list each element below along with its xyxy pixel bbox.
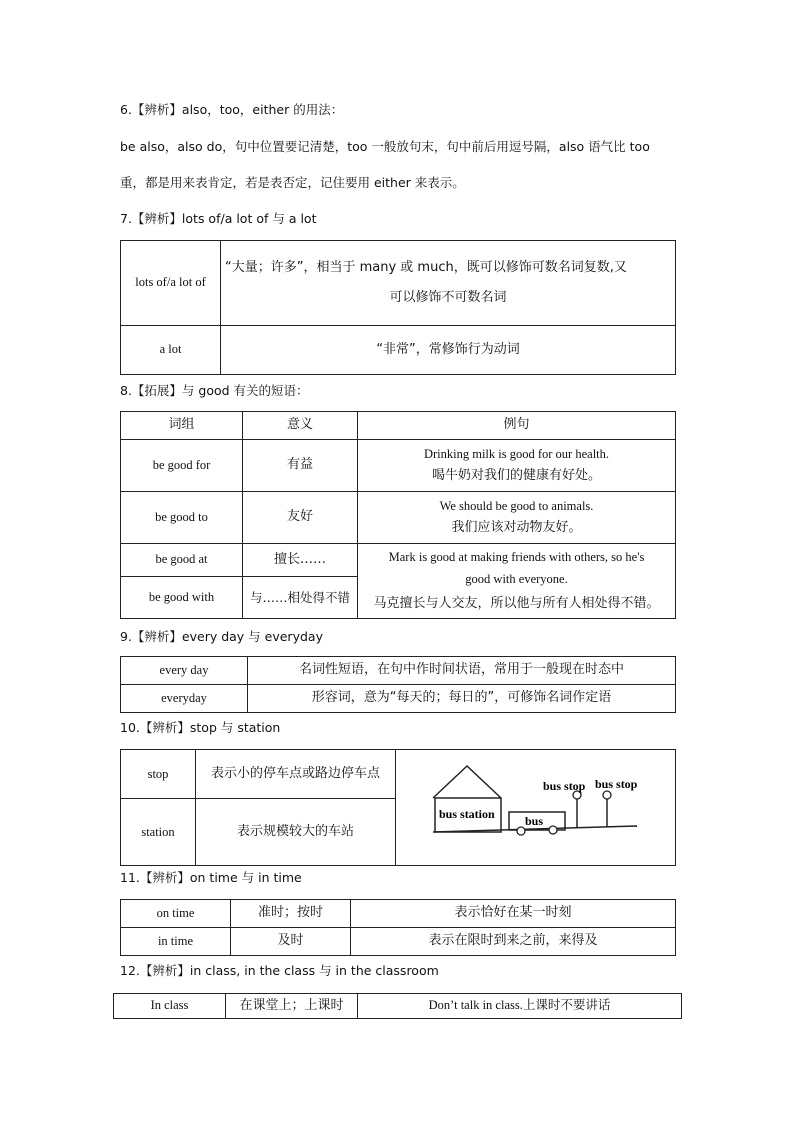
meaning-cell: 在课堂上；上课时 bbox=[226, 994, 358, 1019]
description-cell: 表示恰好在某一时刻 bbox=[351, 900, 676, 928]
example-en: We should be good to animals. bbox=[439, 498, 594, 513]
term-cell: every day bbox=[121, 657, 248, 685]
section-12-heading: 12.【辨析】in class, in the class 与 in the classroom bbox=[120, 963, 439, 978]
section-7-heading: 7.【辨析】lots of/a lot of 与 a lot bbox=[120, 211, 317, 226]
example-cell bbox=[358, 492, 676, 544]
section-6-line-2: 重，都是用来表肯定，若是表否定，记住要用 either 来表示。 bbox=[120, 175, 465, 190]
example-cn: 马克擅长与人交友，所以他与所有人相处得不错。 bbox=[373, 595, 660, 611]
bus-wheel bbox=[517, 827, 525, 835]
column-header-phrase: 词组 bbox=[121, 412, 243, 440]
column-header-meaning: 意义 bbox=[243, 412, 358, 440]
bus-stop-sign bbox=[603, 791, 611, 799]
phrase-cell: be good for bbox=[121, 440, 243, 492]
station-roof bbox=[433, 766, 501, 798]
section-11-heading: 11.【辨析】on time 与 in time bbox=[120, 870, 302, 885]
meaning-cell: 准时；按时 bbox=[231, 900, 351, 928]
description-cell: 表示小的停车点或路边停车点 bbox=[196, 750, 396, 799]
section-11-table bbox=[120, 899, 676, 956]
meaning-cell: 友好 bbox=[243, 492, 358, 544]
meaning-cell: 擅长…… bbox=[243, 544, 358, 577]
term-cell: on time bbox=[121, 900, 231, 928]
table-row bbox=[121, 326, 676, 375]
description-line-2: 可以修饰不可数名词 bbox=[389, 290, 507, 305]
section-8-table bbox=[120, 411, 676, 619]
term-cell: station bbox=[121, 799, 196, 866]
term-cell: lots of/a lot of bbox=[121, 241, 221, 326]
section-6-line-1: be also，also do，句中位置要记清楚，too 一般放句末，句中前后用逗号隔，also 语气比 too bbox=[120, 139, 650, 154]
description-cell: 表示规模较大的车站 bbox=[196, 799, 396, 866]
table-row bbox=[121, 241, 676, 326]
table-row bbox=[114, 994, 682, 1019]
example-en-continued: good with everyone. bbox=[465, 572, 568, 587]
description-cell: Don’t talk in class.上课时不要讲话 bbox=[358, 994, 682, 1019]
bus-stop-label-1: bus stop bbox=[542, 779, 585, 793]
description-cell: “非常”，常修饰行为动词 bbox=[221, 326, 676, 375]
meaning-cell: 与……相处得不错 bbox=[243, 577, 358, 619]
example-en: Mark is good at making friends with others, so he's bbox=[388, 550, 645, 565]
phrase-cell: be good with bbox=[121, 577, 243, 619]
term-cell: everyday bbox=[121, 685, 248, 713]
section-10-table bbox=[120, 749, 676, 866]
meaning-cell: 有益 bbox=[243, 440, 358, 492]
table-row bbox=[121, 685, 676, 713]
section-8-heading: 8.【拓展】与 good 有关的短语： bbox=[120, 383, 309, 398]
table-row bbox=[121, 750, 676, 799]
table-row bbox=[121, 492, 676, 544]
meaning-cell: 及时 bbox=[231, 928, 351, 956]
bus-wheel bbox=[549, 826, 557, 834]
description-cell bbox=[221, 241, 676, 326]
example-en: Drinking milk is good for our health. bbox=[423, 446, 610, 461]
section-9-heading: 9.【辨析】every day 与 everyday bbox=[120, 629, 323, 644]
term-cell: in time bbox=[121, 928, 231, 956]
phrase-cell: be good to bbox=[121, 492, 243, 544]
table-row bbox=[121, 657, 676, 685]
section-7-table bbox=[120, 240, 676, 375]
description-cell: 形容词，意为“每天的；每日的”，可修饰名词作定语 bbox=[248, 685, 676, 713]
bus-station-illustration bbox=[397, 750, 675, 860]
bus-stop-label-2: bus stop bbox=[594, 777, 637, 791]
bus-label: bus bbox=[524, 814, 543, 828]
column-header-example: 例句 bbox=[358, 412, 676, 440]
term-cell: In class bbox=[114, 994, 226, 1019]
section-9-table bbox=[120, 656, 676, 713]
description-cell: 表示在限时到来之前，来得及 bbox=[351, 928, 676, 956]
table-row bbox=[121, 440, 676, 492]
example-cell bbox=[358, 440, 676, 492]
illustration-cell bbox=[396, 750, 676, 866]
station-label: bus station bbox=[438, 807, 495, 821]
table-row bbox=[121, 928, 676, 956]
section-10-heading: 10.【辨析】stop 与 station bbox=[120, 720, 281, 735]
example-cell bbox=[358, 544, 676, 619]
section-12-table bbox=[113, 993, 682, 1019]
term-cell: stop bbox=[121, 750, 196, 799]
description-line-1: “大量；许多”，相当于 many 或 much，既可以修饰可数名词复数,又 bbox=[225, 259, 627, 275]
description-cell: 名词性短语，在句中作时间状语，常用于一般现在时态中 bbox=[248, 657, 676, 685]
example-cn: 我们应该对动物友好。 bbox=[451, 520, 582, 536]
table-row bbox=[121, 900, 676, 928]
term-cell: a lot bbox=[121, 326, 221, 375]
table-header-row bbox=[121, 412, 676, 440]
table-row bbox=[121, 544, 676, 577]
example-cn: 喝牛奶对我们的健康有好处。 bbox=[431, 468, 601, 484]
phrase-cell: be good at bbox=[121, 544, 243, 577]
section-6-heading: 6.【辨析】also，too，either 的用法： bbox=[120, 102, 344, 117]
